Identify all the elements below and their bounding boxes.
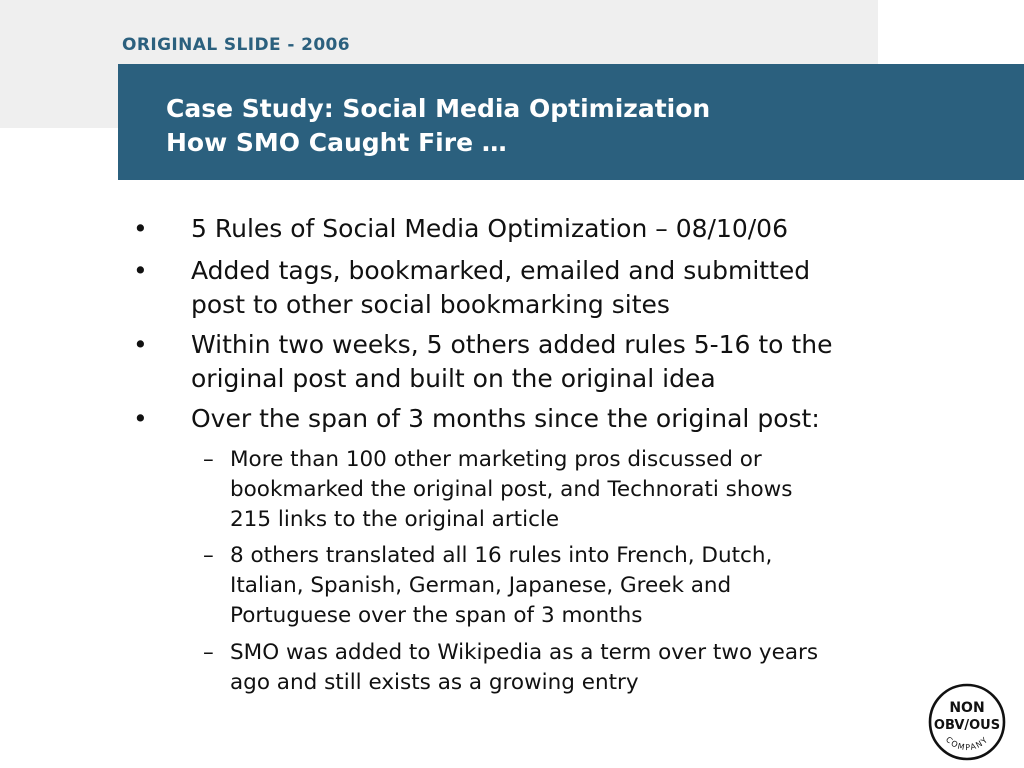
sub-bullet-text <box>230 638 818 698</box>
bullet-line: Over the span of 3 months since the original post: <box>191 404 820 433</box>
sub-bullet-line: Italian, Spanish, German, Japanese, Greek and <box>230 573 732 598</box>
title-line-2: How SMO Caught Fire … <box>166 128 507 157</box>
bullet-dot: • <box>133 256 148 285</box>
sub-bullet-line: ago and still exists as a growing entry <box>230 670 639 695</box>
sub-bullet-line: Portuguese over the span of 3 months <box>230 603 643 628</box>
bullet-line: original post and built on the original idea <box>191 364 716 393</box>
sub-bullet-line: More than 100 other marketing pros discussed or <box>230 447 762 472</box>
sub-bullet-dash: – <box>203 640 214 665</box>
logo-line-1: NON <box>949 700 985 716</box>
sub-bullet-line: 8 others translated all 16 rules into French, Dutch, <box>230 543 773 568</box>
bullet-line: Added tags, bookmarked, emailed and submitted <box>191 256 811 285</box>
bullet-dot: • <box>133 330 148 359</box>
slide-tag: ORIGINAL SLIDE - 2006 <box>122 35 351 55</box>
sub-bullet-line: 215 links to the original article <box>230 507 560 532</box>
bullet-line: Within two weeks, 5 others added rules 5-16 to the <box>191 330 833 359</box>
sub-bullet-text <box>230 445 792 535</box>
bullet-dot: • <box>133 214 148 243</box>
bullet-text <box>191 212 788 246</box>
bullet-text <box>191 402 820 436</box>
logo-ring-path-text: COMPANY <box>943 734 991 753</box>
sub-bullet-text <box>230 541 772 631</box>
sub-bullet-dash: – <box>203 543 214 568</box>
non-obvious-company-logo-icon <box>927 682 1007 762</box>
bullet-line: 5 Rules of Social Media Optimization – 08/10/06 <box>191 214 788 243</box>
logo-line-2: OBV/OUS <box>933 718 1001 733</box>
slide-title <box>166 92 710 160</box>
bullet-text <box>191 254 810 322</box>
bullet-line: post to other social bookmarking sites <box>191 290 670 319</box>
sub-bullet-line: SMO was added to Wikipedia as a term over two years <box>230 640 819 665</box>
bullet-dot: • <box>133 404 148 433</box>
bullet-text <box>191 328 832 396</box>
title-line-1: Case Study: Social Media Optimization <box>166 94 711 123</box>
sub-bullet-dash: – <box>203 447 214 472</box>
sub-bullet-line: bookmarked the original post, and Technorati shows <box>230 477 793 502</box>
